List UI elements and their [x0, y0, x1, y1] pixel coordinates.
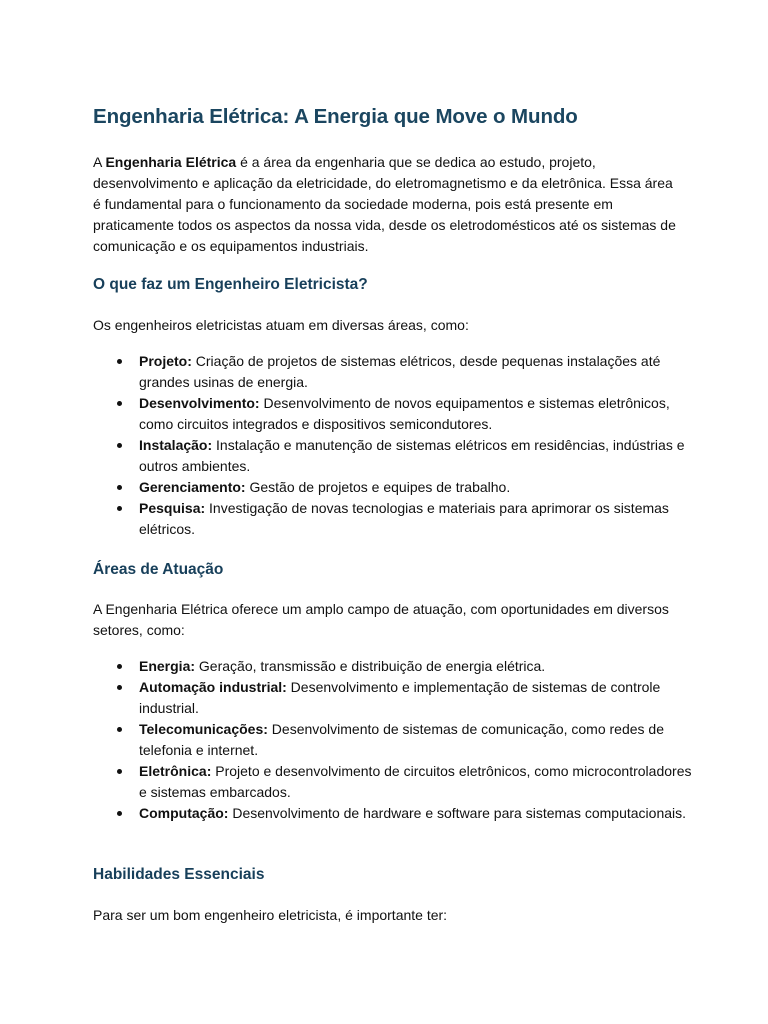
list-item	[93, 477, 693, 498]
list-item	[93, 761, 693, 803]
document-title: Engenharia Elétrica: A Energia que Move o Mundo	[93, 105, 578, 128]
section3-lead: Para ser um bom engenheiro eletricista, é importante ter:	[93, 907, 448, 923]
list-item-desc: Criação de projetos de sistemas elétricos, desde pequenas instalações até grandes usinas de energia.	[139, 353, 661, 390]
list-item-term: Automação industrial:	[139, 679, 287, 695]
list-item-term: Gerenciamento:	[139, 479, 246, 495]
list-item	[93, 393, 693, 435]
list-item-term: Energia:	[139, 658, 196, 674]
list-item	[93, 498, 693, 540]
intro-paragraph	[93, 152, 683, 257]
list-item-term: Computação:	[139, 805, 229, 821]
section2-list	[93, 656, 693, 824]
list-item-desc: Desenvolvimento de sistemas de comunicação, como redes de telefonia e internet.	[139, 721, 664, 758]
section1-lead: Os engenheiros eletricistas atuam em diversas áreas, como:	[93, 317, 469, 333]
section-heading-what-does: O que faz um Engenheiro Eletricista?	[93, 276, 368, 293]
intro-text: é a área da engenharia que se dedica ao estudo, projeto, desenvolvimento e aplicação da eletricidade, do eletromagnetismo e da eletrônica. Essa área é fundamental para o funcionamento da sociedade moderna, pois está presente em praticamente todos os aspectos da nossa vida, desde os eletrodomésticos até os sistemas de comunicação e os equipamentos industriais.	[93, 154, 676, 254]
section-heading-areas: Áreas de Atuação	[93, 561, 224, 578]
list-item	[93, 656, 693, 677]
list-item-term: Telecomunicações:	[139, 721, 268, 737]
section-heading-skills: Habilidades Essenciais	[93, 866, 265, 883]
list-item-term: Eletrônica:	[139, 763, 212, 779]
intro-prefix: A	[93, 154, 106, 170]
list-item-term: Projeto:	[139, 353, 192, 369]
list-item-desc: Desenvolvimento de novos equipamentos e sistemas eletrônicos, como circuitos integrados e dispositivos semicondutores.	[139, 395, 670, 432]
list-item	[93, 803, 693, 824]
list-item-desc: Geração, transmissão e distribuição de energia elétrica.	[195, 658, 546, 674]
list-item	[93, 677, 693, 719]
list-item-term: Desenvolvimento:	[139, 395, 260, 411]
list-item-desc: Projeto e desenvolvimento de circuitos eletrônicos, como microcontroladores e sistemas embarcados.	[139, 763, 692, 800]
list-item-desc: Instalação e manutenção de sistemas elétricos em residências, indústrias e outros ambientes.	[139, 437, 685, 474]
list-item	[93, 351, 693, 393]
list-item	[93, 719, 693, 761]
list-item-term: Instalação:	[139, 437, 213, 453]
list-item	[93, 435, 693, 477]
list-item-desc: Investigação de novas tecnologias e materiais para aprimorar os sistemas elétricos.	[139, 500, 669, 537]
list-item-desc: Desenvolvimento e implementação de sistemas de controle industrial.	[139, 679, 661, 716]
section2-lead: A Engenharia Elétrica oferece um amplo campo de atuação, com oportunidades em diversos setores, como:	[93, 601, 669, 638]
list-item-term: Pesquisa:	[139, 500, 206, 516]
list-item-desc: Desenvolvimento de hardware e software para sistemas computacionais.	[228, 805, 687, 821]
section1-list	[93, 351, 693, 540]
list-item-desc: Gestão de projetos e equipes de trabalho.	[245, 479, 511, 495]
intro-bold-term: Engenharia Elétrica	[105, 154, 237, 170]
